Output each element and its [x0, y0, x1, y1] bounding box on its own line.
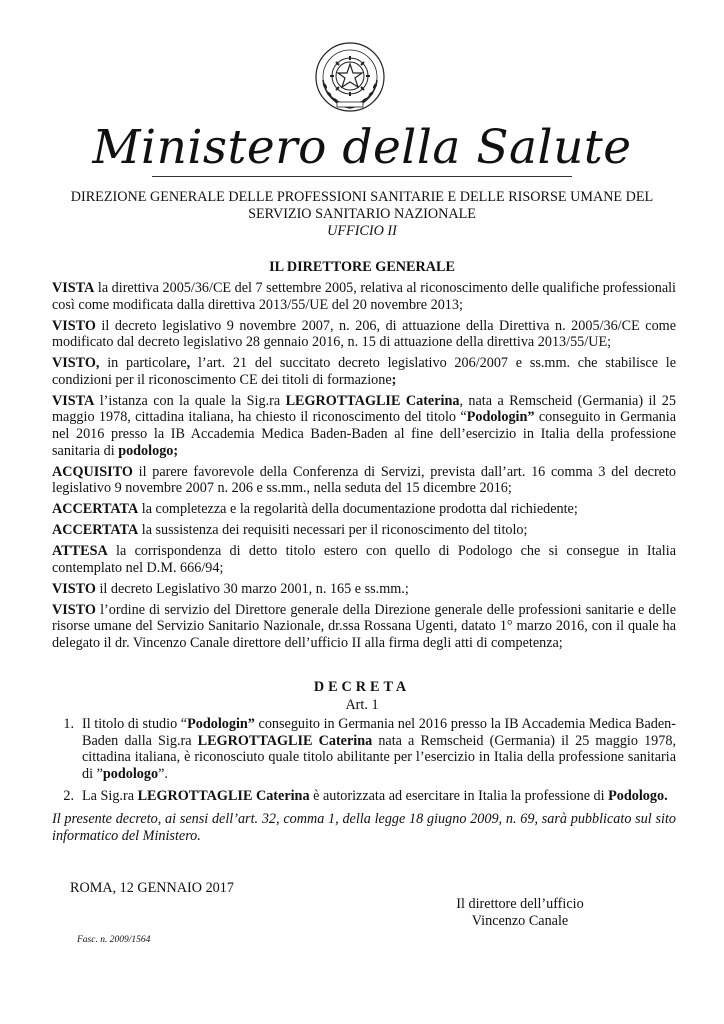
italian-republic-emblem-icon [313, 40, 387, 114]
article-number: Art. 1 [345, 697, 379, 713]
premise-7: ACCERTATA la sussistenza dei requisiti necessari per il riconoscimento del titolo; [52, 522, 528, 539]
decree-heading: DECRETA [313, 679, 411, 695]
premise-9: VISTO il decreto Legislativo 30 marzo 2001, n. 165 e ss.mm.; [52, 580, 409, 597]
premise-2: VISTO il decreto legislativo 9 novembre 2007, n. 206, di attuazione della Direttiva n. 2005/36/CE come modificato dal decreto legislativo 28 gennaio 2016, n. 15 di attuazione della direttiva 2013/55/UE; [52, 317, 676, 351]
item-number: 2. [63, 788, 74, 805]
document-heading: IL DIRETTORE GENERALE [269, 259, 455, 275]
signature-block [430, 896, 610, 930]
file-reference: Fasc. n. 2009/1564 [77, 935, 151, 945]
signer-role: Il direttore dell’ufficio [456, 896, 584, 912]
premise-8: ATTESA la corrispondenza di detto titolo estero con quello di Podologo che si consegue in Italia contemplato nel D.M. 666/94; [52, 543, 676, 576]
signer-name: Vincenzo Canale [471, 913, 569, 929]
decree-item-2 [52, 788, 676, 805]
directorate-line-2: SERVIZIO SANITARIO NAZIONALE [248, 206, 476, 222]
title-divider [152, 176, 572, 177]
premise-4: VISTA l’istanza con la quale la Sig.ra LEGROTTAGLIE Caterina, nata a Remscheid (Germania) il 25 maggio 1978, cittadina italiana, ha chiesto il riconoscimento del titolo “Podologin” conseguito in Germania nel 2016 presso la IB Accademia Medica Baden-Baden al fine dell’esercizio in Italia della professione sanitaria di podologo; [52, 392, 676, 459]
premise-10: VISTO l’ordine di servizio del Direttore generale della Direzione generale delle professioni sanitarie e delle risorse umane del Servizio Sanitario Nazionale, dr.ssa Rossana Ugenti, datato 1° marzo 2016, con il quale ha delegato il dr. Vincenzo Canale direttore dell’ufficio II alla firma degli atti di competenza; [52, 601, 676, 651]
premise-6: ACCERTATA la completezza e la regolarità della documentazione prodotta dal richiedente; [52, 501, 578, 518]
decree-articles [52, 716, 676, 844]
premises [52, 280, 676, 656]
premise-1: VISTA la direttiva 2005/36/CE del 7 settembre 2005, relativa al riconoscimento delle qualifiche professionali così come modificata dalla direttiva 2013/55/UE del 20 novembre 2013; [52, 280, 676, 313]
directorate-block [40, 189, 684, 240]
premise-3: VISTO, in particolare, l’art. 21 del succitato decreto legislativo 206/2007 e ss.mm. che stabilisce le condizioni per il riconoscimento CE dei titoli di formazione; [52, 355, 677, 388]
decree-item-1 [52, 716, 676, 782]
item-text: Il titolo di studio “Podologin” conseguito in Germania nel 2016 presso la IB Accademia Medica Baden-Baden dalla Sig.ra LEGROTTAGLIE Caterina nata a Remscheid (Germania) il 25 maggio 1978, cittadina italiana, è riconosciuto quale titolo abilitante per l’esercizio in Italia della professione sanitaria di ”podologo”. [82, 716, 676, 782]
ministry-title: Ministero della Salute [92, 120, 632, 175]
place-date: ROMA, 12 GENNAIO 2017 [70, 880, 234, 896]
office-name: UFFICIO II [327, 223, 397, 239]
directorate-line-1: DIREZIONE GENERALE DELLE PROFESSIONI SANITARIE E DELLE RISORSE UMANE DEL [70, 189, 654, 205]
item-number: 1. [63, 716, 74, 732]
premise-5: ACQUISITO il parere favorevole della Conferenza di Servizi, prevista dall’art. 16 comma 3 del decreto legislativo 9 novembre 2007 n. 206 e ss.mm., nella seduta del 15 dicembre 2016; [52, 463, 676, 497]
item-text: La Sig.ra LEGROTTAGLIE Caterina è autorizzata ad esercitare in Italia la professione di Podologo. [82, 788, 668, 805]
publication-note: Il presente decreto, ai sensi dell’art. 32, comma 1, della legge 18 giugno 2009, n. 69, sarà pubblicato sul sito informatico del Ministero. [52, 810, 676, 844]
